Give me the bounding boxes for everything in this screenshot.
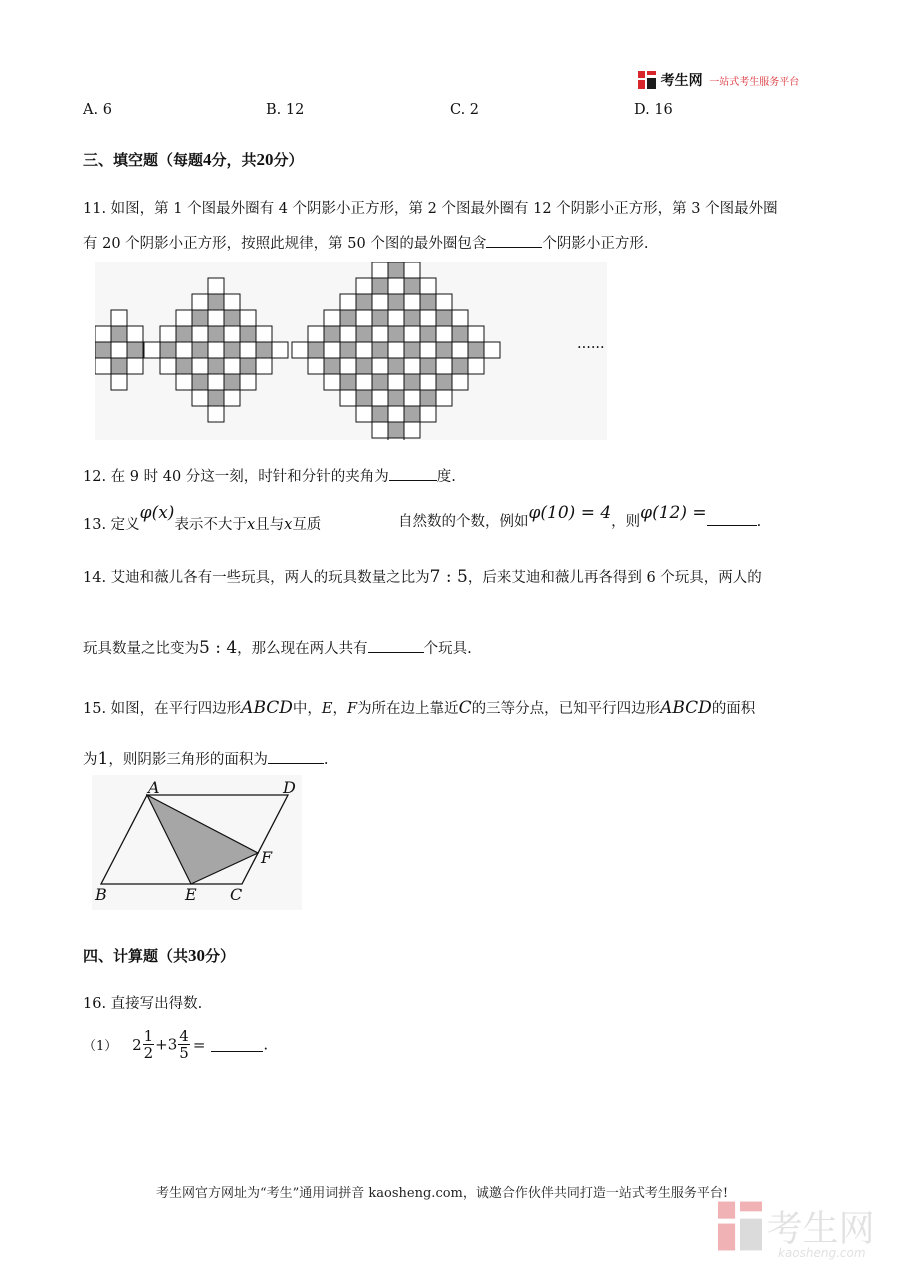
white-square (436, 294, 452, 310)
shaded-square (388, 294, 404, 310)
fraction-4-5: $\frac{4}{5}$ (179, 1027, 189, 1062)
white-square (224, 390, 240, 406)
shaded-square (404, 310, 420, 326)
answer-blank[interactable] (707, 511, 757, 526)
shaded-square (356, 326, 372, 342)
shaded-square (436, 310, 452, 326)
white-square (452, 310, 468, 326)
white-square (372, 390, 388, 406)
shaded-square (404, 374, 420, 390)
shaded-square (324, 358, 340, 374)
white-square (388, 310, 404, 326)
shaded-square (192, 374, 208, 390)
white-square (372, 358, 388, 374)
q14-line1: 14. 艾迪和薇儿各有一些玩具，两人的玩具数量之比为7 : 5，后来艾迪和薇儿再各得到 6 个玩具，两人的 (83, 567, 762, 587)
q15-figure (92, 775, 302, 910)
shaded-square (127, 342, 143, 358)
watermark-sub: kaosheng.com (778, 1246, 866, 1260)
vertex-f-label: F (261, 848, 273, 867)
white-square (356, 310, 372, 326)
white-square (324, 374, 340, 390)
white-square (404, 262, 420, 278)
shaded-square (436, 374, 452, 390)
white-square (224, 294, 240, 310)
white-square (192, 358, 208, 374)
shaded-square (420, 326, 436, 342)
q10-option-b: B. 12 (266, 102, 305, 118)
vertex-e-label: E (185, 885, 197, 904)
section3-heading: 三、填空题（每题4分，共20分） (83, 150, 304, 169)
shaded-square (208, 358, 224, 374)
shaded-square (452, 358, 468, 374)
q14-line2: 玩具数量之比变为5 : 4，那么现在两人共有 个玩具. (83, 638, 472, 658)
phi12-expr: φ(12) = (640, 503, 707, 523)
vertex-a-label: A (148, 778, 160, 797)
shaded-square (420, 358, 436, 374)
white-square (176, 342, 192, 358)
logo-slogan: 一站式考生服务平台 (709, 76, 800, 88)
answer-blank[interactable] (211, 1037, 263, 1052)
white-square (404, 390, 420, 406)
vertex-c-label: C (230, 885, 243, 904)
shaded-square (256, 342, 272, 358)
shaded-square (340, 310, 356, 326)
white-square (272, 342, 288, 358)
footer-text: 考生网官方网址为“考生”通用词拼音 kaosheng.com，诚邀合作伙伴共同打造一站式考生服务平台! (156, 1186, 729, 1201)
answer-blank[interactable] (389, 466, 437, 481)
shaded-square (372, 278, 388, 294)
shaded-square (356, 390, 372, 406)
shaded-square (208, 390, 224, 406)
white-square (176, 310, 192, 326)
white-square (208, 278, 224, 294)
shaded-square (160, 342, 176, 358)
q15-line2: 为1，则阴影三角形的面积为 . (83, 749, 329, 769)
shaded-square (436, 342, 452, 358)
shaded-square (208, 294, 224, 310)
shaded-square (192, 342, 208, 358)
shaded-square (111, 358, 127, 374)
shaded-square (388, 262, 404, 278)
white-square (404, 422, 420, 438)
white-square (468, 358, 484, 374)
white-square (340, 294, 356, 310)
answer-blank[interactable] (368, 638, 424, 653)
white-square (224, 358, 240, 374)
answer-blank[interactable] (268, 749, 324, 764)
white-square (356, 342, 372, 358)
white-square (256, 358, 272, 374)
white-square (356, 406, 372, 422)
white-square (420, 374, 436, 390)
white-square (372, 294, 388, 310)
shaded-square (404, 278, 420, 294)
white-square (160, 358, 176, 374)
shaded-square (192, 310, 208, 326)
q11-figure (95, 262, 607, 440)
shaded-square (404, 342, 420, 358)
white-square (388, 374, 404, 390)
shaded-square (340, 374, 356, 390)
q13-cont: 自然数的个数，例如φ(10) = 4，则φ(12) = . (398, 503, 762, 530)
q12: 12. 在 9 时 40 分这一刻，时针和分针的夹角为 度. (83, 465, 456, 486)
white-square (144, 342, 160, 358)
shaded-square (372, 342, 388, 358)
section4-heading: 四、计算题（共30分） (83, 946, 236, 965)
white-square (111, 310, 127, 326)
white-square (436, 390, 452, 406)
watermark-text: 考生网 (766, 1208, 875, 1250)
fraction-1-2: $\frac{1}{2}$ (143, 1027, 154, 1062)
white-square (192, 390, 208, 406)
shaded-square (420, 390, 436, 406)
shaded-square (176, 326, 192, 342)
white-square (127, 326, 143, 342)
q11-line1: 11. 如图，第 1 个图最外圈有 4 个阴影小正方形，第 2 个图最外圈有 12 个阴影小正方形，第 3 个图最外圈 (83, 201, 778, 217)
shaded-square (224, 310, 240, 326)
white-square (484, 342, 500, 358)
white-square (111, 342, 127, 358)
white-square (420, 406, 436, 422)
white-square (240, 310, 256, 326)
logo-text: 考生网 (660, 73, 703, 89)
shaded-square (372, 406, 388, 422)
white-square (388, 406, 404, 422)
watermark (718, 1200, 875, 1260)
shaded-square (388, 390, 404, 406)
shaded-square (224, 342, 240, 358)
q15-line1: 15. 如图，在平行四边形ABCD中，E，F为所在边上靠近C的三等分点，已知平行四边形ABCD的面积 (83, 698, 756, 718)
shaded-square (95, 342, 111, 358)
white-square (111, 374, 127, 390)
white-square (324, 310, 340, 326)
q11-line2: 有 20 个阴影小正方形，按照此规律，第 50 个图的最外圈包含 个阴影小正方形. (83, 232, 648, 253)
white-square (468, 326, 484, 342)
white-square (308, 326, 324, 342)
white-square (192, 294, 208, 310)
header-logo (638, 70, 799, 90)
white-square (240, 374, 256, 390)
shaded-square (340, 342, 356, 358)
shaded-square (452, 326, 468, 342)
shaded-square (224, 374, 240, 390)
white-square (127, 358, 143, 374)
white-square (404, 326, 420, 342)
shaded-square (240, 358, 256, 374)
shaded-square (420, 294, 436, 310)
white-square (420, 310, 436, 326)
answer-blank[interactable] (486, 233, 542, 248)
white-square (176, 374, 192, 390)
shaded-square (372, 310, 388, 326)
white-square (340, 326, 356, 342)
white-square (160, 326, 176, 342)
white-square (404, 358, 420, 374)
white-square (452, 342, 468, 358)
diamond-pattern-figure (95, 262, 607, 440)
q10-option-c: C. 2 (450, 102, 480, 118)
white-square (420, 342, 436, 358)
white-square (208, 342, 224, 358)
white-square (240, 342, 256, 358)
white-square (372, 326, 388, 342)
white-square (292, 342, 308, 358)
shaded-square (324, 326, 340, 342)
shaded-square (468, 342, 484, 358)
shaded-square (356, 294, 372, 310)
parallelogram-figure (92, 775, 302, 910)
shaded-square (111, 326, 127, 342)
shaded-square (404, 406, 420, 422)
white-square (340, 390, 356, 406)
white-square (388, 278, 404, 294)
q10-option-d: D. 16 (634, 102, 673, 118)
white-square (404, 294, 420, 310)
shaded-square (176, 358, 192, 374)
white-square (308, 358, 324, 374)
white-square (340, 358, 356, 374)
shaded-square (356, 358, 372, 374)
white-square (436, 358, 452, 374)
white-square (256, 326, 272, 342)
figure-ellipsis: ...... (577, 336, 605, 352)
shaded-square (388, 422, 404, 438)
white-square (208, 310, 224, 326)
logo-icon (638, 71, 656, 89)
white-square (95, 326, 111, 342)
white-square (372, 422, 388, 438)
vertex-d-label: D (283, 778, 296, 797)
white-square (356, 278, 372, 294)
white-square (208, 406, 224, 422)
white-square (356, 374, 372, 390)
shaded-square (208, 326, 224, 342)
white-square (324, 342, 340, 358)
q16-part1: （1） 2 $\frac{1}{2}$ +3 $\frac{4}{5}$ = . (83, 1027, 269, 1062)
phi10-expr: φ(10) = 4 (528, 503, 612, 523)
vertex-b-label: B (95, 885, 107, 904)
q10-option-a: A. 6 (83, 102, 112, 118)
phi-x-expr: φ(x) (139, 503, 175, 523)
shaded-square (308, 342, 324, 358)
white-square (192, 326, 208, 342)
white-square (452, 374, 468, 390)
white-square (372, 262, 388, 278)
white-square (388, 342, 404, 358)
shaded-triangle (147, 795, 258, 884)
white-square (388, 438, 404, 440)
white-square (420, 278, 436, 294)
q13: 13. 定义φ(x)表示不大于x且与x互质 (83, 503, 322, 533)
white-square (224, 326, 240, 342)
shaded-square (388, 358, 404, 374)
white-square (208, 374, 224, 390)
shaded-square (240, 326, 256, 342)
shaded-square (388, 326, 404, 342)
white-square (436, 326, 452, 342)
shaded-square (372, 374, 388, 390)
watermark-logo-icon (718, 1200, 762, 1252)
q16-title: 16. 直接写出得数. (83, 996, 203, 1012)
white-square (95, 358, 111, 374)
